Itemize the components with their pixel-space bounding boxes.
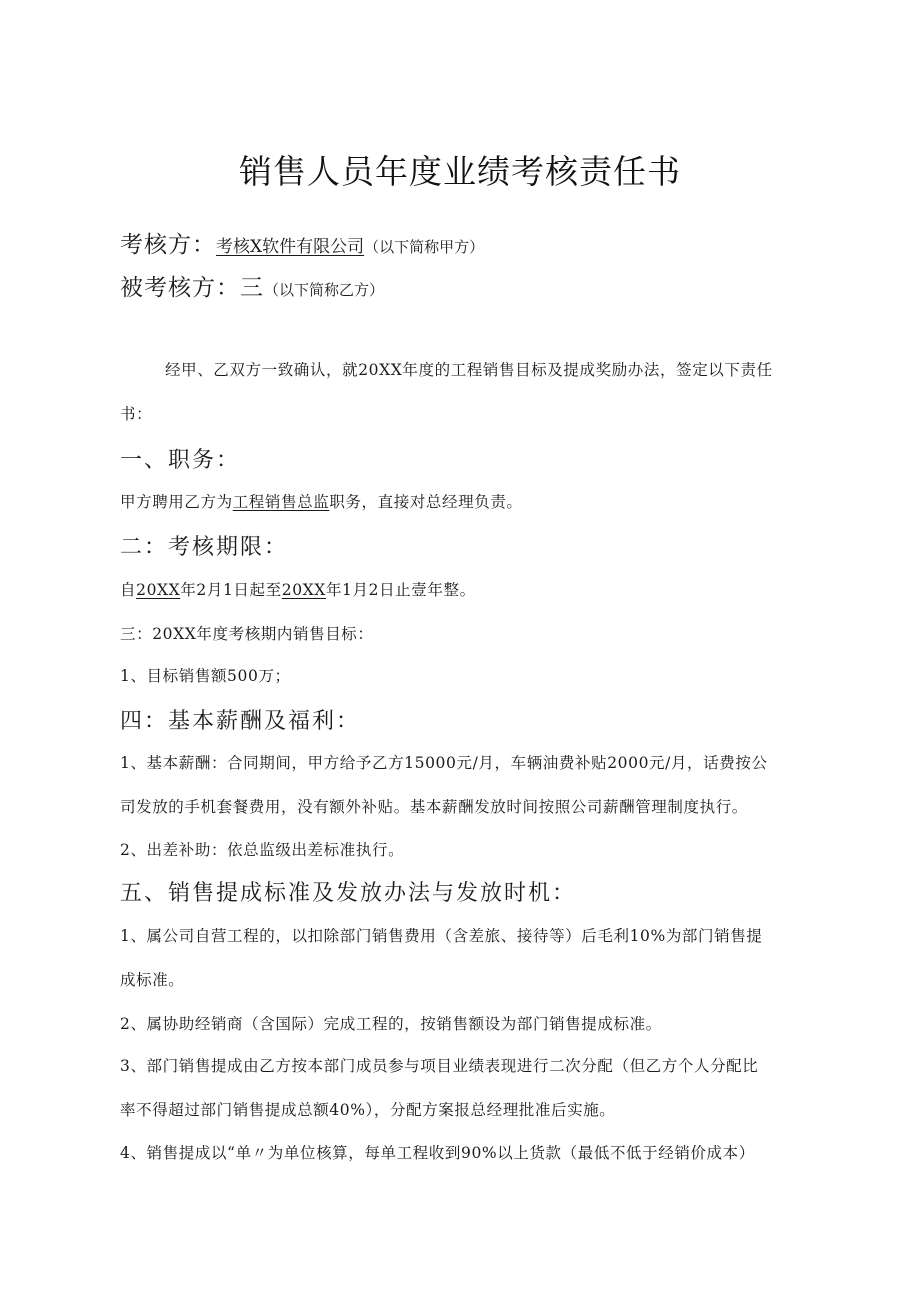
party-a-label: 考核方： [120, 232, 216, 258]
section-2-year-start: 20XX [136, 581, 181, 599]
section-2-p2: 年2月1日起至 [180, 581, 282, 599]
section-2-year-end: 20XX [281, 581, 326, 599]
section-2-p3: 年1月2日止壹年整。 [325, 581, 476, 599]
party-b-name: 三 [240, 275, 264, 301]
section-5-item-4: 4、销售提成以“单〃为单位核算，每单工程收到90%以上货款（最低不低于经销价成本） [120, 1144, 755, 1162]
section-4-item-2: 2、出差补助：依总监级出差标准执行。 [120, 841, 405, 859]
section-2-text [120, 578, 476, 600]
party-a-note: （以下简称甲方） [364, 238, 485, 256]
intro-line-2: 书： [120, 405, 153, 423]
section-2-p1: 自 [120, 581, 137, 599]
section-1-position: 工程销售总监 [232, 493, 330, 511]
party-a-name: 考核X软件有限公司 [216, 237, 365, 257]
section-1-text-before: 甲方聘用乙方为 [120, 493, 233, 511]
section-1-text-after: 职务，直接对总经理负责。 [329, 493, 523, 511]
section-5-heading: 五、销售提成标准及发放办法与发放时机： [120, 881, 577, 906]
party-b-label: 被考核方： [120, 275, 240, 301]
party-a-line [120, 226, 484, 259]
section-1-heading: 一、职务： [120, 448, 241, 473]
section-4-item-1-line-2: 司发放的手机套餐费用，没有额外补贴。基本薪酬发放时间按照公司薪酬管理制度执行。 [120, 798, 748, 816]
section-4-heading: 四：基本薪酬及福利： [120, 709, 361, 734]
section-1-text [120, 490, 523, 512]
section-4-item-1-line-1: 1、基本薪酬：合同期间，甲方给予乙方15000元/月，车辆油费补贴2000元/月，话费按公 [120, 754, 768, 772]
section-3-heading: 三：20XX年度考核期内销售目标： [120, 625, 374, 643]
section-5-item-2: 2、属协助经销商（含国际）完成工程的，按销售额设为部门销售提成标准。 [120, 1015, 662, 1033]
section-5-item-3-line-2: 率不得超过部门销售提成总额40%），分配方案报总经理批准后实施。 [120, 1101, 616, 1119]
intro-line-1: 经甲、乙双方一致确认，就20XX年度的工程销售目标及提成奖励办法，签定以下责任 [165, 361, 773, 379]
section-5-item-3-line-1: 3、部门销售提成由乙方按本部门成员参与项目业绩表现进行二次分配（但乙方个人分配比 [120, 1057, 759, 1075]
section-3-item-1: 1、目标销售额500万； [120, 667, 291, 685]
party-b-line [120, 269, 384, 302]
document-title: 销售人员年度业绩考核责任书 [239, 152, 681, 191]
section-5-item-1-line-1: 1、属公司自营工程的，以扣除部门销售费用（含差旅、接待等）后毛利10%为部门销售提 [120, 927, 763, 945]
section-5-item-1-line-2: 成标准。 [120, 971, 185, 989]
section-2-heading: 二：考核期限： [120, 535, 289, 560]
party-b-note: （以下简称乙方） [264, 281, 385, 299]
